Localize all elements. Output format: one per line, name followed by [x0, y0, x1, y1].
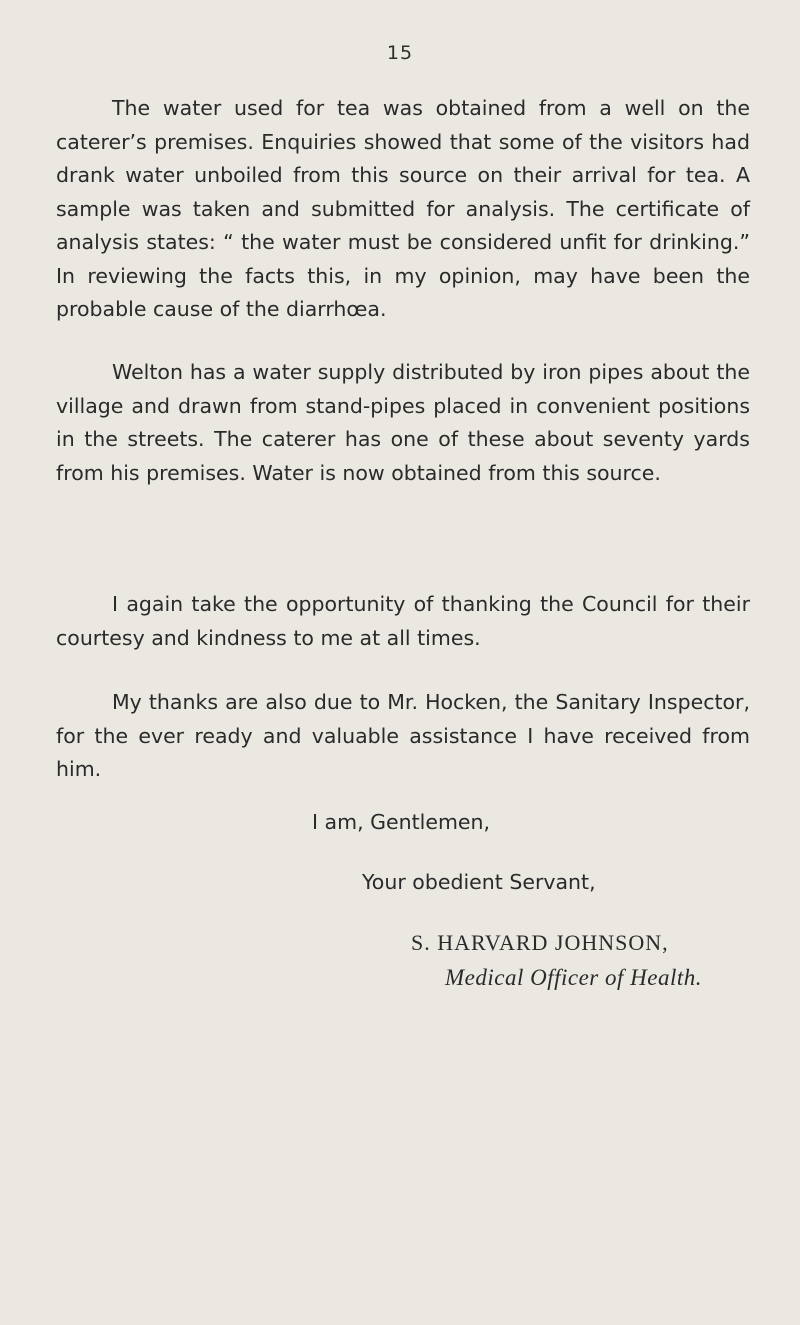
paragraph-water-supply — [56, 356, 750, 490]
paragraph-text: Welton has a water supply distributed by iron pipes about the village and drawn from stand-pipes placed in convenient positions in the streets. The caterer has one of these about seventy yards from his premises. Water is now obtained from this source. — [56, 360, 750, 485]
paragraph-text: My thanks are also due to Mr. Hocken, the Sanitary Inspector, for the ever ready and valuable assistance I have received from him. — [56, 690, 750, 781]
closing-servant: Your obedient Servant, — [362, 870, 596, 894]
paragraph-thanks-inspector — [56, 686, 750, 787]
page-number: 15 — [386, 42, 414, 64]
paragraph-water-well — [56, 92, 750, 327]
paragraph-text: The water used for tea was obtained from a well on the caterer’s premises. Enquiries showed that some of the visitors had drank water unboiled from this source on their arrival for tea. A sample was taken and submitted for analysis. The certificate of analysis states: “ the water must be considered unfit for drinking.” In reviewing the facts this, in my opinion, may have been the probable cause of the diarrhœa. — [56, 96, 750, 321]
signature-name: S. HARVARD JOHNSON, — [411, 930, 669, 955]
paragraph-thanks-council — [56, 588, 750, 655]
paragraph-text: I again take the opportunity of thanking the Council for their courtesy and kindness to me at all times. — [56, 592, 750, 650]
closing-salutation: I am, Gentlemen, — [312, 810, 491, 834]
signature-title: Medical Officer of Health. — [445, 965, 702, 990]
